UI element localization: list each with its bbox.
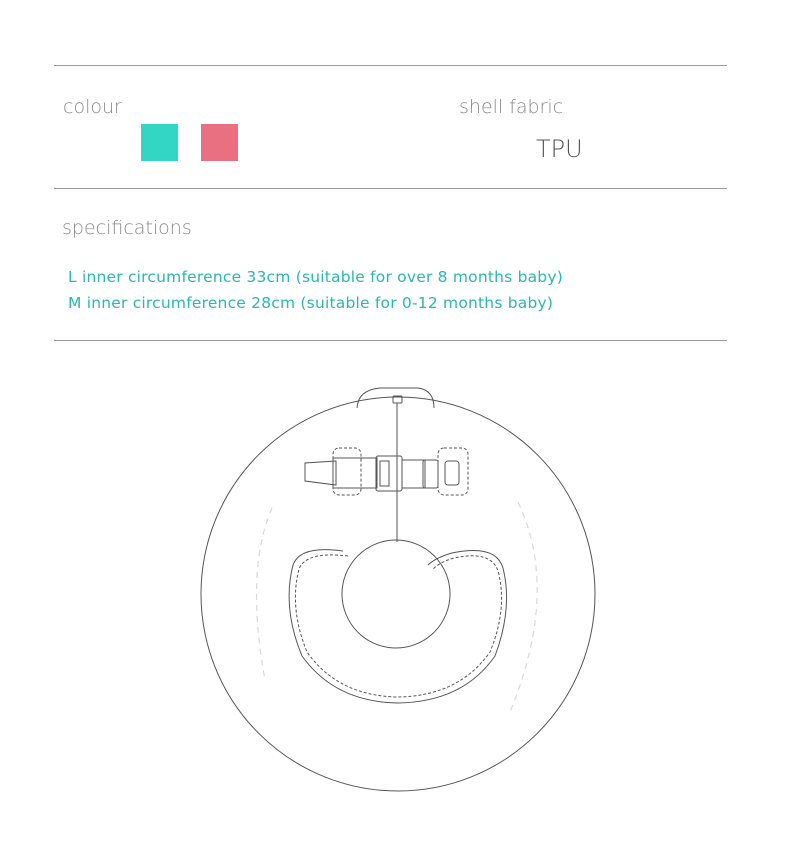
shell-fabric-label: shell fabric <box>459 96 564 118</box>
buckle-strap <box>333 458 377 488</box>
shell-fabric-value: TPU <box>536 135 583 163</box>
embossed-text-right <box>510 502 537 712</box>
neck-float-illustration <box>0 360 790 856</box>
top-divider <box>54 65 727 66</box>
embossed-text-left <box>256 508 272 680</box>
spec-line-m: M inner circumference 28cm (suitable for 0-12 months baby) <box>68 294 554 312</box>
specifications-label: specifications <box>62 217 192 239</box>
spec-line-l: L inner circumference 33cm (suitable for over 8 months baby) <box>68 268 563 286</box>
colour-swatch-pink <box>201 124 238 161</box>
bottom-divider <box>54 340 727 341</box>
middle-divider <box>54 188 727 189</box>
colour-swatch-teal <box>141 124 178 161</box>
handle-outline <box>357 388 434 408</box>
buckle-right-loop <box>438 448 468 495</box>
chin-support-outer <box>289 550 506 703</box>
buckle-left-tip <box>305 461 336 485</box>
colour-label: colour <box>63 96 122 118</box>
neck-hole <box>342 540 450 648</box>
